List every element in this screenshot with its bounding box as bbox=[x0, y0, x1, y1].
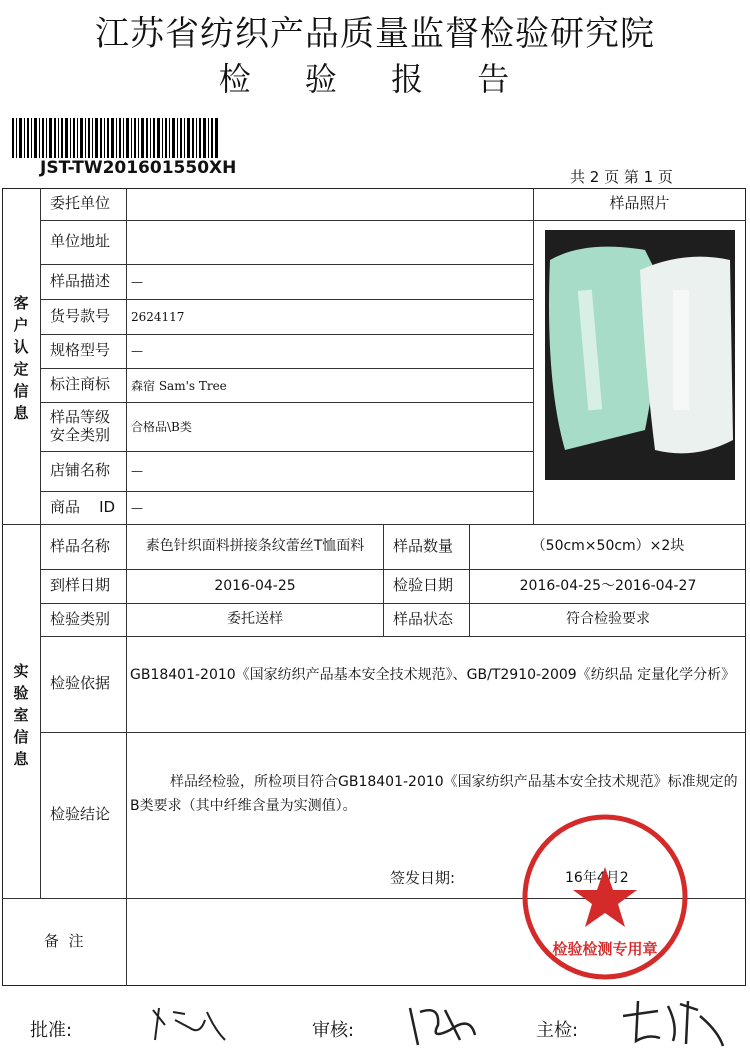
sample-qty-value: （50cm×50cm）×2块 bbox=[531, 538, 685, 555]
approver-signature bbox=[145, 1000, 235, 1045]
spec-label: 规格型号 bbox=[50, 341, 111, 360]
issue-date-value: 16年4月2 bbox=[565, 870, 629, 886]
product-id-label: 商品 ID bbox=[50, 497, 116, 516]
sample-desc-value: — bbox=[131, 274, 143, 289]
client-label: 委托单位 bbox=[50, 194, 111, 213]
arrival-date-value: 2016-04-25 bbox=[214, 577, 296, 594]
test-type-value: 委托送样 bbox=[227, 611, 283, 628]
lab-info-side-label: 实 验 室 信 息 bbox=[13, 662, 29, 768]
remarks-label: 备 注 bbox=[44, 932, 84, 951]
shop-name-value: — bbox=[131, 464, 143, 478]
sample-name-label: 样品名称 bbox=[50, 536, 111, 555]
sample-status-value: 符合检验要求 bbox=[566, 611, 650, 628]
issue-date-label: 签发日期: bbox=[390, 869, 456, 887]
stamp-bottom-text: 检验检测专用章 bbox=[552, 940, 658, 958]
trademark-value: 森宿 Sam's Tree bbox=[131, 378, 227, 393]
sample-name-value: 素色针织面料拼接条纹蕾丝T恤面料 bbox=[145, 538, 365, 555]
report-serial: JST-TW201601550XH bbox=[40, 158, 237, 178]
conclusion-label: 检验结论 bbox=[50, 805, 111, 824]
official-stamp bbox=[520, 812, 690, 982]
client-info-side-label: 客 户 认 定 信 息 bbox=[13, 294, 29, 422]
item-number-value: 2624117 bbox=[131, 309, 185, 324]
basis-value: GB18401-2010《国家纺织产品基本安全技术规范》、GB/T2910-2009《纺织品 定量化学分析》 bbox=[130, 667, 736, 683]
inspector-label: 主检: bbox=[536, 1020, 579, 1041]
grade-category-label: 样品等级 安全类别 bbox=[50, 408, 111, 444]
test-type-label: 检验类别 bbox=[50, 609, 111, 628]
product-id-value: — bbox=[131, 500, 143, 515]
institute-name: 江苏省纺织产品质量监督检验研究院 bbox=[95, 14, 655, 54]
basis-label: 检验依据 bbox=[50, 674, 111, 693]
grade-category-value: 合格品\B类 bbox=[131, 420, 192, 434]
report-title: 检 验 报 告 bbox=[218, 60, 532, 98]
arrival-date-label: 到样日期 bbox=[50, 576, 111, 595]
shop-name-label: 店铺名称 bbox=[50, 461, 111, 480]
sample-qty-label: 样品数量 bbox=[393, 536, 454, 555]
sample-photo bbox=[545, 230, 735, 480]
sample-desc-label: 样品描述 bbox=[50, 271, 111, 290]
address-label: 单位地址 bbox=[50, 232, 111, 251]
approve-label: 批准: bbox=[30, 1020, 73, 1041]
trademark-label: 标注商标 bbox=[50, 375, 111, 394]
sample-status-label: 样品状态 bbox=[393, 609, 454, 628]
inspector-signature bbox=[618, 996, 728, 1051]
barcode bbox=[12, 118, 220, 158]
item-number-label: 货号款号 bbox=[50, 306, 111, 325]
photo-label: 样品照片 bbox=[609, 194, 670, 213]
test-date-label: 检验日期 bbox=[393, 576, 454, 595]
review-label: 审核: bbox=[312, 1020, 355, 1041]
spec-value: — bbox=[131, 344, 143, 358]
conclusion-value: 样品经检验，所检项目符合GB18401-2010《国家纺织产品基本安全技术规范》标准规定的B类要求（其中纤维含量为实测值）。 bbox=[130, 774, 738, 814]
reviewer-signature bbox=[400, 1000, 490, 1050]
page-count: 共 2 页 第 1 页 bbox=[570, 168, 673, 186]
test-date-value: 2016-04-25～2016-04-27 bbox=[519, 577, 697, 594]
